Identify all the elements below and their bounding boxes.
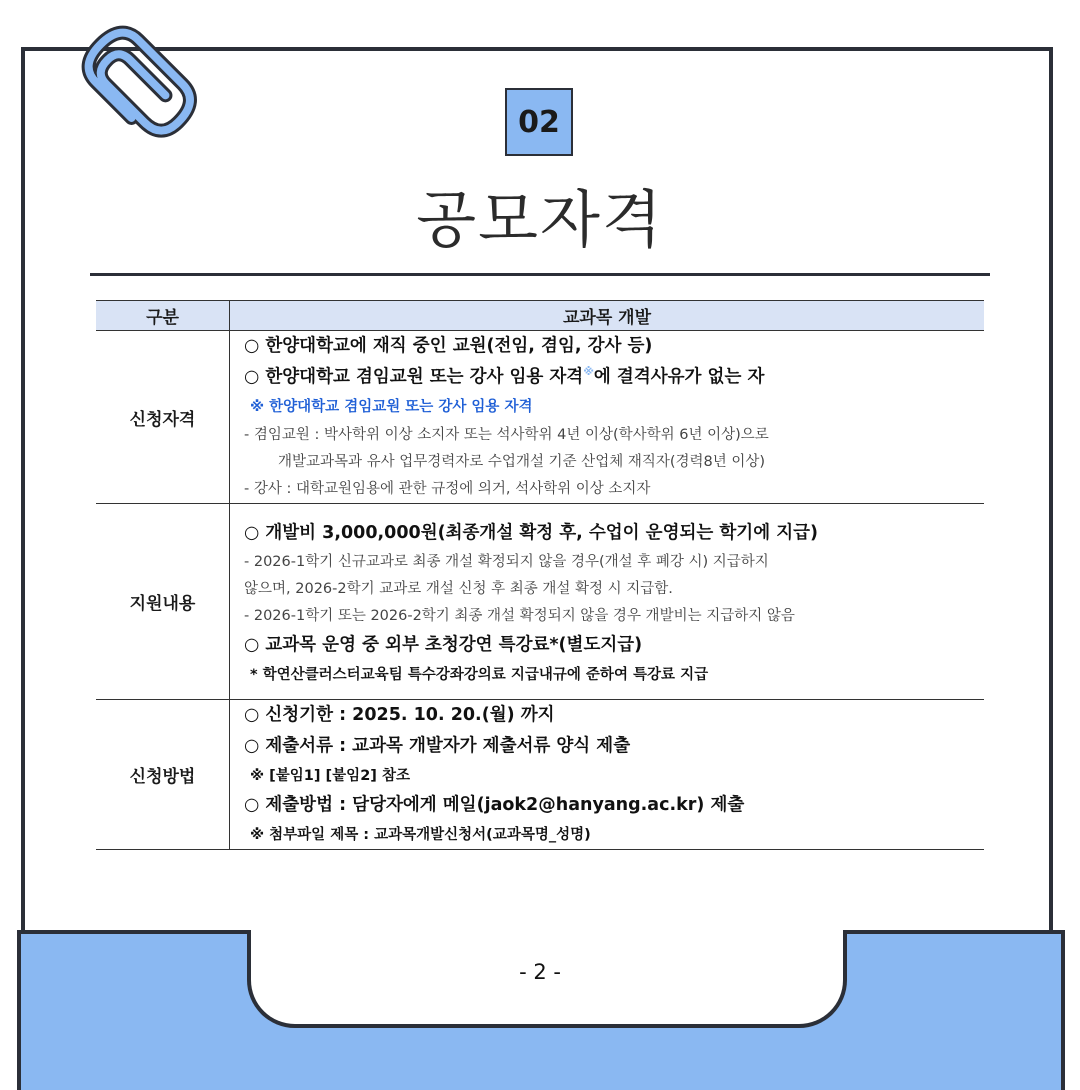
row-content xyxy=(230,331,985,504)
row-label: 신청자격 xyxy=(96,331,230,504)
page-number: - 2 - xyxy=(519,960,561,984)
row-content xyxy=(230,700,985,850)
table-row-application xyxy=(96,700,984,850)
table-row-support xyxy=(96,504,984,700)
page-title: 공모자격 xyxy=(416,183,664,256)
list-item: ○ 제출서류 : 교과목 개발자가 제출서류 양식 제출 xyxy=(244,736,631,756)
row-content xyxy=(230,504,985,700)
column-header-course-development: 교과목 개발 xyxy=(230,301,985,331)
note-item: ※ 한양대학교 겸임교원 또는 강사 임용 자격 xyxy=(250,399,533,415)
eligibility-table xyxy=(96,300,984,850)
list-item: ○ 한양대학교에 재직 중인 교원(전임, 겸임, 강사 등) xyxy=(244,336,653,356)
detail-item: - 겸임교원 : 박사학위 이상 소지자 또는 석사학위 4년 이상(학사학위 6년 이상)으로 xyxy=(244,427,769,443)
detail-item: - 2026-1학기 신규교과로 최종 개설 확정되지 않을 경우(개설 후 폐강 시) 지급하지 xyxy=(244,554,769,570)
detail-item: 않으며, 2026-2학기 교과로 개설 신청 후 최종 개설 확정 시 지급함. xyxy=(244,581,673,597)
row-label: 지원내용 xyxy=(96,504,230,700)
column-header-category: 구분 xyxy=(96,301,230,331)
list-item: ○ 교과목 운영 중 외부 초청강연 특강료*(별도지급) xyxy=(244,635,643,655)
detail-item: - 2026-1학기 또는 2026-2학기 최종 개설 확정되지 않을 경우 개발비는 지급하지 않음 xyxy=(244,608,795,624)
reference-mark: ※ xyxy=(583,365,594,379)
table-header-row xyxy=(96,301,984,331)
detail-item: - 강사 : 대학교원임용에 관한 규정에 의거, 석사학위 이상 소지자 xyxy=(244,481,651,497)
section-number: 02 xyxy=(518,104,560,140)
note-item: ※ [붙임1] [붙임2] 참조 xyxy=(250,768,410,784)
list-item: ○ 제출방법 : 담당자에게 메일(jaok2@hanyang.ac.kr) 제출 xyxy=(244,795,745,815)
note-item: ※ 첨부파일 제목 : 교과목개발신청서(교과목명_성명) xyxy=(250,827,591,843)
table-row-eligibility xyxy=(96,331,984,504)
section-number-badge xyxy=(505,88,573,156)
row-label: 신청방법 xyxy=(96,700,230,850)
title-divider xyxy=(90,273,990,276)
list-item: ○ 신청기한 : 2025. 10. 20.(월) 까지 xyxy=(244,705,555,725)
detail-item: 개발교과목과 유사 업무경력자로 수업개설 기준 산업체 재직자(경력8년 이상) xyxy=(278,454,766,470)
list-item: ○ 한양대학교 겸임교원 또는 강사 임용 자격※에 결격사유가 없는 자 xyxy=(244,365,765,387)
note-item: * 학연산클러스터교육팀 특수강좌강의료 지급내규에 준하여 특강료 지급 xyxy=(250,667,709,683)
list-item: ○ 개발비 3,000,000원(최종개설 확정 후, 수업이 운영되는 학기에 지급) xyxy=(244,523,818,543)
paperclip-icon xyxy=(70,14,210,154)
